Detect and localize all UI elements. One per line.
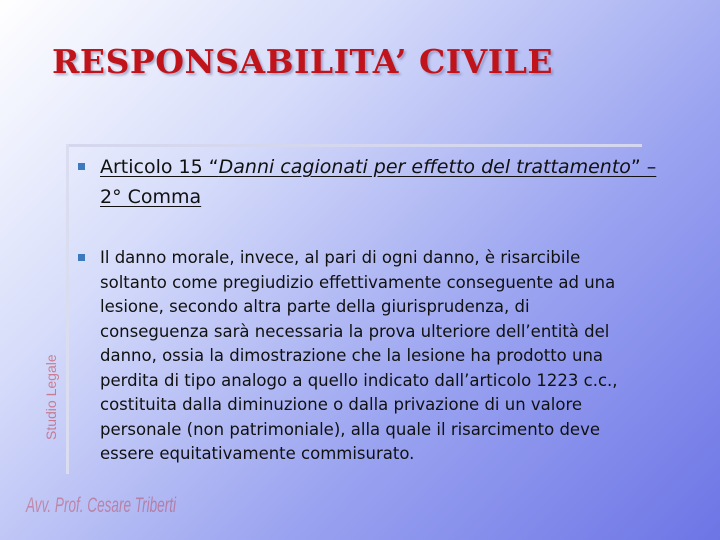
body-line: lesione, secondo altra parte della giurisprudenza, di (100, 297, 530, 316)
frame-top-line (66, 144, 642, 147)
bullet-article-reference (74, 152, 674, 212)
body-line: Il danno morale, invece, al pari di ogni danno, è risarcibile (100, 248, 581, 267)
body-line: soltanto come pregiudizio effettivamente conseguente ad una (100, 272, 616, 292)
body-line: danno, ossia la dimostrazione che la lesione ha prodotto una (100, 346, 604, 365)
article-reference-text (100, 156, 656, 208)
slide-content (74, 152, 674, 467)
body-line: perdita di tipo analogo a quello indicato dall’articolo 1223 c.c., (100, 370, 618, 390)
frame-left-line (66, 144, 69, 474)
body-line: costituita dalla diminuzione o dalla privazione di un valore (100, 395, 583, 414)
watermark-line1: Studio Legale (43, 354, 59, 440)
bullet-body-paragraph (74, 246, 674, 467)
square-bullet-icon (78, 254, 85, 261)
slide-title: RESPONSABILITA’ CIVILE (52, 42, 554, 81)
body-line: personale (non patrimoniale), alla quale il risarcimento deve (100, 419, 601, 439)
article-suffix: ” – 2° Comma (100, 156, 657, 208)
article-title: Danni cagionati per effetto del trattamento (218, 156, 631, 178)
square-bullet-icon (78, 163, 85, 170)
body-line: essere equitativamente commisurato. (100, 444, 415, 463)
body-paragraph (100, 246, 674, 467)
body-line: conseguenza sarà necessaria la prova ulteriore dell’entità del (100, 321, 610, 341)
watermark-line2: Avv. Prof. Cesare Triberti (24, 494, 177, 517)
article-prefix: Articolo 15 “ (100, 156, 219, 178)
